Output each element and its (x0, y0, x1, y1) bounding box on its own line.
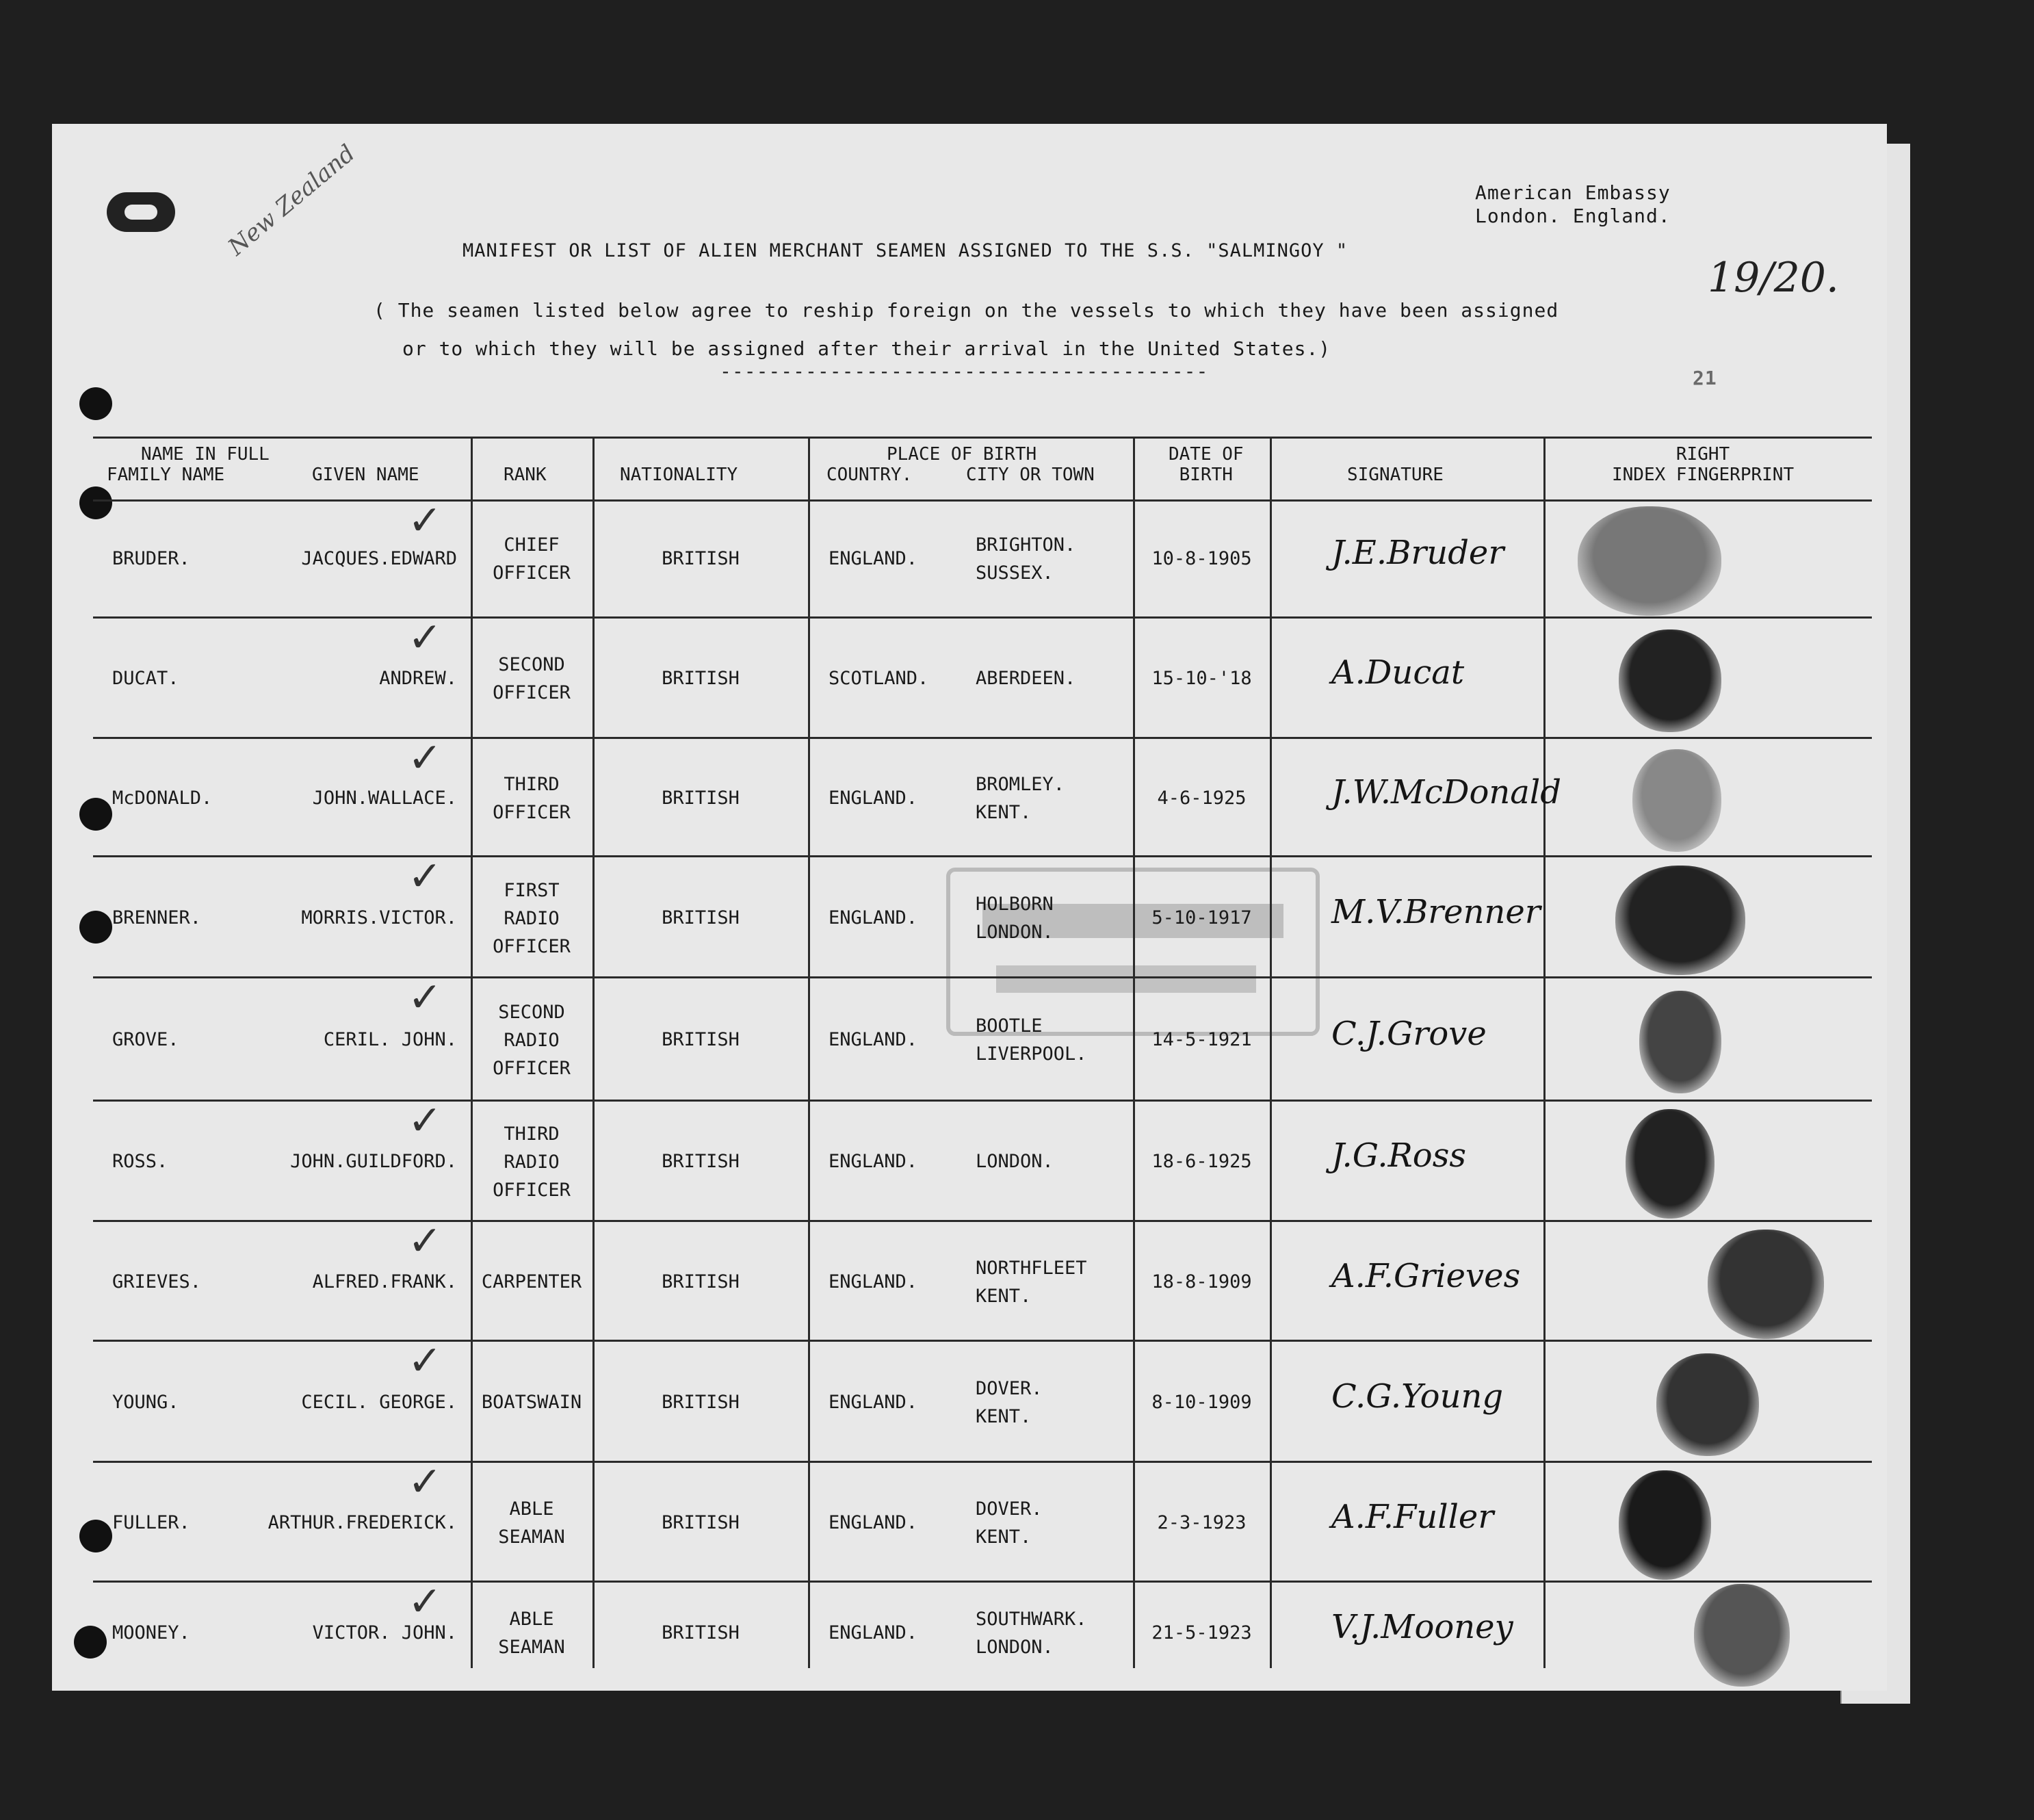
col-country: COUNTRY. (826, 465, 913, 485)
note-line-2: or to which they will be assigned after their arrival in the United States.) (402, 337, 1331, 360)
family-name-cell: McDONALD. (112, 787, 213, 809)
rank-cell: SECOND OFFICER (493, 654, 571, 703)
dob-cell: 5-10-1917 (1151, 907, 1252, 928)
nationality-cell: BRITISH (662, 1391, 740, 1413)
city-cell: DOVER. KENT. (976, 1498, 1043, 1548)
check-mark-icon: ✓ (408, 853, 443, 900)
fingerprint (1694, 1584, 1790, 1687)
punch-hole (79, 1520, 112, 1552)
col-city: CITY OR TOWN (966, 465, 1095, 485)
country-cell: SCOTLAND. (829, 668, 929, 689)
row-rule (93, 1220, 1872, 1222)
signature: J.G.Ross (1331, 1136, 1466, 1175)
city-cell: DOVER. KENT. (976, 1377, 1043, 1427)
given-name-cell: JOHN.WALLACE. (312, 787, 457, 809)
given-name-cell: ARTHUR.FREDERICK. (268, 1511, 457, 1533)
family-name-cell: MOONEY. (112, 1622, 190, 1643)
col-family-name: FAMILY NAME (107, 465, 225, 485)
col-nationality: NATIONALITY (620, 465, 738, 485)
rank-cell: THIRD RADIO OFFICER (493, 1123, 571, 1201)
city-cell: LONDON. (976, 1151, 1054, 1172)
given-name-cell: JOHN.GUILDFORD. (290, 1151, 457, 1172)
dob-cell: 21-5-1923 (1151, 1622, 1252, 1643)
nationality-cell: BRITISH (662, 547, 740, 569)
fingerprint (1619, 1470, 1711, 1580)
dob-cell: 2-3-1923 (1157, 1511, 1247, 1533)
column-rule (1543, 437, 1546, 1668)
rank-cell: FIRST RADIO OFFICER (493, 879, 571, 957)
check-mark-icon: ✓ (408, 1097, 443, 1145)
note-underline: ---------------------------------------- (720, 360, 1209, 382)
handwritten-number: 19/20. (1708, 254, 1839, 302)
given-name-cell: MORRIS.VICTOR. (301, 907, 457, 928)
table-top-rule (93, 437, 1872, 439)
family-name-cell: YOUNG. (112, 1391, 179, 1413)
col-rank: RANK (504, 465, 547, 485)
rank-cell: THIRD OFFICER (493, 773, 571, 823)
manifest-page (52, 124, 1887, 1691)
row-rule (93, 855, 1872, 857)
signature: A.F.Fuller (1331, 1497, 1494, 1536)
signature: A.F.Grieves (1331, 1256, 1521, 1295)
check-mark-icon: ✓ (408, 734, 443, 782)
nationality-cell: BRITISH (662, 1029, 740, 1050)
row-rule (93, 976, 1872, 978)
row-rule (93, 1461, 1872, 1463)
country-cell: ENGLAND. (829, 1271, 918, 1292)
country-cell: ENGLAND. (829, 1151, 918, 1172)
country-cell: ENGLAND. (829, 1029, 918, 1050)
nationality-cell: BRITISH (662, 907, 740, 928)
family-name-cell: GROVE. (112, 1029, 179, 1050)
nationality-cell: BRITISH (662, 1271, 740, 1292)
col-place-of-birth: PLACE OF BIRTH (887, 444, 1037, 465)
signature: J.E.Bruder (1331, 533, 1504, 572)
row-rule (93, 737, 1872, 739)
row-rule (93, 1340, 1872, 1342)
check-mark-icon: ✓ (408, 1578, 443, 1626)
given-name-cell: CERIL. JOHN. (323, 1029, 457, 1050)
row-rule (93, 616, 1872, 619)
dob-cell: 14-5-1921 (1151, 1029, 1252, 1050)
nationality-cell: BRITISH (662, 1151, 740, 1172)
check-mark-icon: ✓ (408, 974, 443, 1022)
col-name-in-full: NAME IN FULL (141, 444, 270, 465)
nationality-cell: BRITISH (662, 1622, 740, 1643)
given-name-cell: JACQUES.EDWARD (301, 547, 457, 569)
manifest-title: MANIFEST OR LIST OF ALIEN MERCHANT SEAMEN ASSIGNED TO THE S.S. "SALMINGOY " (462, 240, 1348, 261)
city-cell: ABERDEEN. (976, 668, 1076, 689)
city-cell: BOOTLE LIVERPOOL. (976, 1015, 1087, 1065)
given-name-cell: CECIL. GEORGE. (301, 1391, 457, 1413)
family-name-cell: ROSS. (112, 1151, 168, 1172)
rank-cell: ABLE SEAMAN (498, 1498, 565, 1548)
header-bottom-rule (93, 499, 1872, 502)
fingerprint (1626, 1109, 1714, 1219)
dob-cell: 18-8-1909 (1151, 1271, 1252, 1292)
col-given-name: GIVEN NAME (312, 465, 419, 485)
nationality-cell: BRITISH (662, 668, 740, 689)
fingerprint (1615, 866, 1745, 975)
column-rule (1270, 437, 1272, 1668)
nationality-cell: BRITISH (662, 1511, 740, 1533)
dob-cell: 4-6-1925 (1157, 787, 1247, 809)
dob-cell: 15-10-'18 (1151, 668, 1252, 689)
fingerprint (1656, 1353, 1759, 1456)
city-cell: HOLBORN LONDON. (976, 893, 1054, 943)
family-name-cell: GRIEVES. (112, 1271, 202, 1292)
dob-cell: 8-10-1909 (1151, 1391, 1252, 1413)
signature: C.G.Young (1331, 1377, 1504, 1416)
given-name-cell: ANDREW. (379, 668, 457, 689)
embassy-line-1: American Embassy (1475, 181, 1671, 204)
country-cell: ENGLAND. (829, 1511, 918, 1533)
check-mark-icon: ✓ (408, 497, 443, 545)
country-cell: ENGLAND. (829, 787, 918, 809)
check-mark-icon: ✓ (408, 1217, 443, 1265)
fingerprint (1632, 749, 1721, 852)
fingerprint (1619, 629, 1721, 732)
rank-cell: CHIEF OFFICER (493, 534, 571, 584)
signature: M.V.Brenner (1331, 892, 1541, 931)
punch-hole (79, 387, 112, 420)
margin-note: New Zealand (223, 140, 361, 261)
punch-hole (79, 486, 112, 519)
nationality-cell: BRITISH (662, 787, 740, 809)
rank-cell: ABLE SEAMAN (498, 1609, 565, 1658)
row-rule (93, 1100, 1872, 1102)
paper-clip (107, 192, 175, 232)
family-name-cell: FULLER. (112, 1511, 190, 1533)
country-cell: ENGLAND. (829, 1391, 918, 1413)
check-mark-icon: ✓ (408, 1458, 443, 1506)
rank-cell: CARPENTER (481, 1271, 582, 1292)
dob-cell: 18-6-1925 (1151, 1151, 1252, 1172)
city-cell: BROMLEY. KENT. (976, 773, 1065, 823)
signature: A.Ducat (1331, 653, 1465, 692)
note-line-1: ( The seamen listed below agree to reship foreign on the vessels to which they have been assigned (374, 299, 1559, 322)
city-cell: SOUTHWARK. LONDON. (976, 1609, 1087, 1658)
country-cell: ENGLAND. (829, 1622, 918, 1643)
col-fingerprint: RIGHT INDEX FINGERPRINT (1612, 444, 1795, 485)
page-number: 21 (1693, 367, 1717, 389)
fingerprint (1578, 506, 1721, 616)
punch-hole (74, 1626, 107, 1659)
dob-cell: 10-8-1905 (1151, 547, 1252, 569)
city-cell: NORTHFLEET KENT. (976, 1257, 1087, 1307)
embassy-line-2: London. England. (1475, 205, 1671, 227)
column-rule (808, 437, 810, 1668)
signature: C.J.Grove (1331, 1015, 1487, 1053)
family-name-cell: DUCAT. (112, 668, 179, 689)
check-mark-icon: ✓ (408, 1337, 443, 1385)
given-name-cell: VICTOR. JOHN. (312, 1622, 457, 1643)
given-name-cell: ALFRED.FRANK. (312, 1271, 457, 1292)
city-cell: BRIGHTON. SUSSEX. (976, 534, 1076, 584)
rank-cell: SECOND RADIO OFFICER (493, 1002, 571, 1079)
punch-hole (79, 798, 112, 831)
family-name-cell: BRUDER. (112, 547, 190, 569)
fingerprint (1708, 1230, 1824, 1339)
punch-hole (79, 911, 112, 944)
check-mark-icon: ✓ (408, 614, 443, 662)
fingerprint (1639, 991, 1721, 1093)
signature: V.J.Mooney (1331, 1608, 1513, 1646)
family-name-cell: BRENNER. (112, 907, 202, 928)
signature: J.W.McDonald (1331, 772, 1561, 811)
col-signature: SIGNATURE (1347, 465, 1444, 485)
rank-cell: BOATSWAIN (481, 1391, 582, 1413)
col-date-of-birth: DATE OF BIRTH (1169, 444, 1244, 485)
row-rule (93, 1581, 1872, 1583)
country-cell: ENGLAND. (829, 547, 918, 569)
country-cell: ENGLAND. (829, 907, 918, 928)
